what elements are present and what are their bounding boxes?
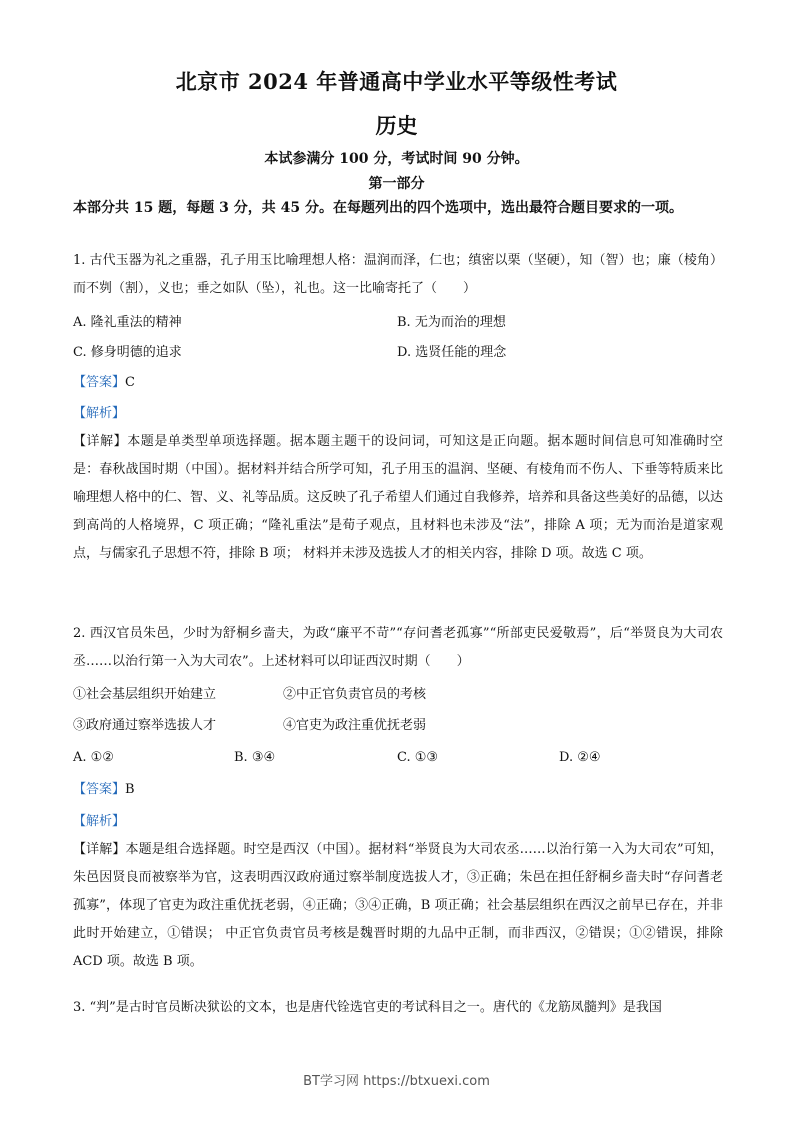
footer-watermark: BT学习网 https://btxuexi.com — [303, 1074, 490, 1089]
q2-item-2: ②中正官负责官员的考核 — [283, 687, 427, 702]
q1-analysis-tag: 【解析】 — [73, 406, 126, 421]
q1-answer — [73, 373, 135, 393]
q2-option-a: A. ①② — [73, 750, 114, 765]
detail-tag: 【详解】 — [73, 434, 128, 449]
q1-option-b: B. 无为而治的理想 — [397, 315, 506, 330]
q2-option-b: B. ③④ — [234, 750, 276, 765]
q2-answer — [73, 780, 135, 800]
question-2-stem: 2. 西汉官员朱邑，少时为舒桐乡啬夫，为政“廉平不苛”“存问耆老孤寡”“所部吏民爱敬焉”，后“举贤良为大司农丞……以治行第一入为大司农”。上述材料可以印证西汉时期（ ） — [73, 626, 723, 669]
subject-title: 历史 — [375, 113, 418, 138]
page-title: 北京市 2024 年普通高中学业水平等级性考试 — [175, 69, 618, 94]
detail-text: 本题是组合选择题。时空是西汉（中国）。据材料“举贤良为大司农丞……以治行第一入为大司农”可知，朱邑因贤良而被察举为官，这表明西汉政府通过察举制度选拔人才，③正确；朱邑在担任舒桐乡啬夫时“存问耆老孤寡”，体现了官吏为政注重优抚老弱，④正确；③④正确，B 项正确；社会基层组织在西汉之前早已存在，并非此时开始建立，①错误； 中正官负责官员考核是魏晋时期的九品中正制，而非西汉，②错误；①②错误，排除 ACD 项。故选 B 项。 — [73, 842, 723, 969]
q1-option-d: D. 选贤任能的理念 — [397, 345, 507, 360]
section-intro: 本部分共 15 题，每题 3 分，共 45 分。在每题列出的四个选项中，选出最符合题目要求的一项。 — [73, 200, 683, 216]
answer-value: C — [125, 375, 135, 390]
answer-value: B — [125, 782, 135, 797]
q2-detail — [73, 836, 723, 976]
part-title: 第一部分 — [368, 176, 425, 192]
answer-tag: 【答案】 — [73, 375, 126, 390]
q2-option-c: C. ①③ — [397, 750, 439, 765]
q1-option-c: C. 修身明德的追求 — [73, 345, 182, 360]
exam-note: 本试参满分 100 分，考试时间 90 分钟。 — [264, 151, 529, 167]
q2-analysis-tag: 【解析】 — [73, 814, 126, 829]
q1-detail — [73, 428, 723, 568]
q2-item-1: ①社会基层组织开始建立 — [73, 687, 217, 702]
detail-tag: 【详解】 — [73, 842, 126, 857]
q2-item-4: ④官吏为政注重优抚老弱 — [283, 718, 427, 733]
q1-option-a: A. 隆礼重法的精神 — [73, 315, 182, 330]
q2-option-d: D. ②④ — [559, 750, 601, 765]
q2-item-3: ③政府通过察举选拔人才 — [73, 718, 217, 733]
question-3-stem: 3. “判”是古时官员断决狱讼的文本，也是唐代铨选官吏的考试科目之一。唐代的《龙筋凤髓判》是我国 — [73, 1000, 662, 1015]
question-1-stem: 1. 古代玉器为礼之重器，孔子用玉比喻理想人格：温润而泽，仁也；缜密以栗（坚硬），知（智）也；廉（棱角）而不刿（割），义也；垂之如队（坠），礼也。这一比喻寄托了（ ） — [73, 253, 723, 296]
detail-text: 本题是单类型单项选择题。据本题主题干的设问词，可知这是正向题。据本题时间信息可知准确时空是：春秋战国时期（中国）。据材料并结合所学可知，孔子用玉的温润、坚硬、有棱角而不伤人、下垂等特质来比喻理想人格中的仁、智、义、礼等品质。这反映了孔子希望人们通过自我修养，培养和具备这些美好的品德，以达到高尚的人格境界，C 项正确；“隆礼重法”是荀子观点，且材料也未涉及“法”，排除 A 项；无为而治是道家观点，与儒家孔子思想不符，排除 B 项； 材料并未涉及选拔人才的相关内容，排除 D 项。故选 C 项。 — [73, 434, 724, 561]
answer-tag: 【答案】 — [73, 782, 126, 797]
